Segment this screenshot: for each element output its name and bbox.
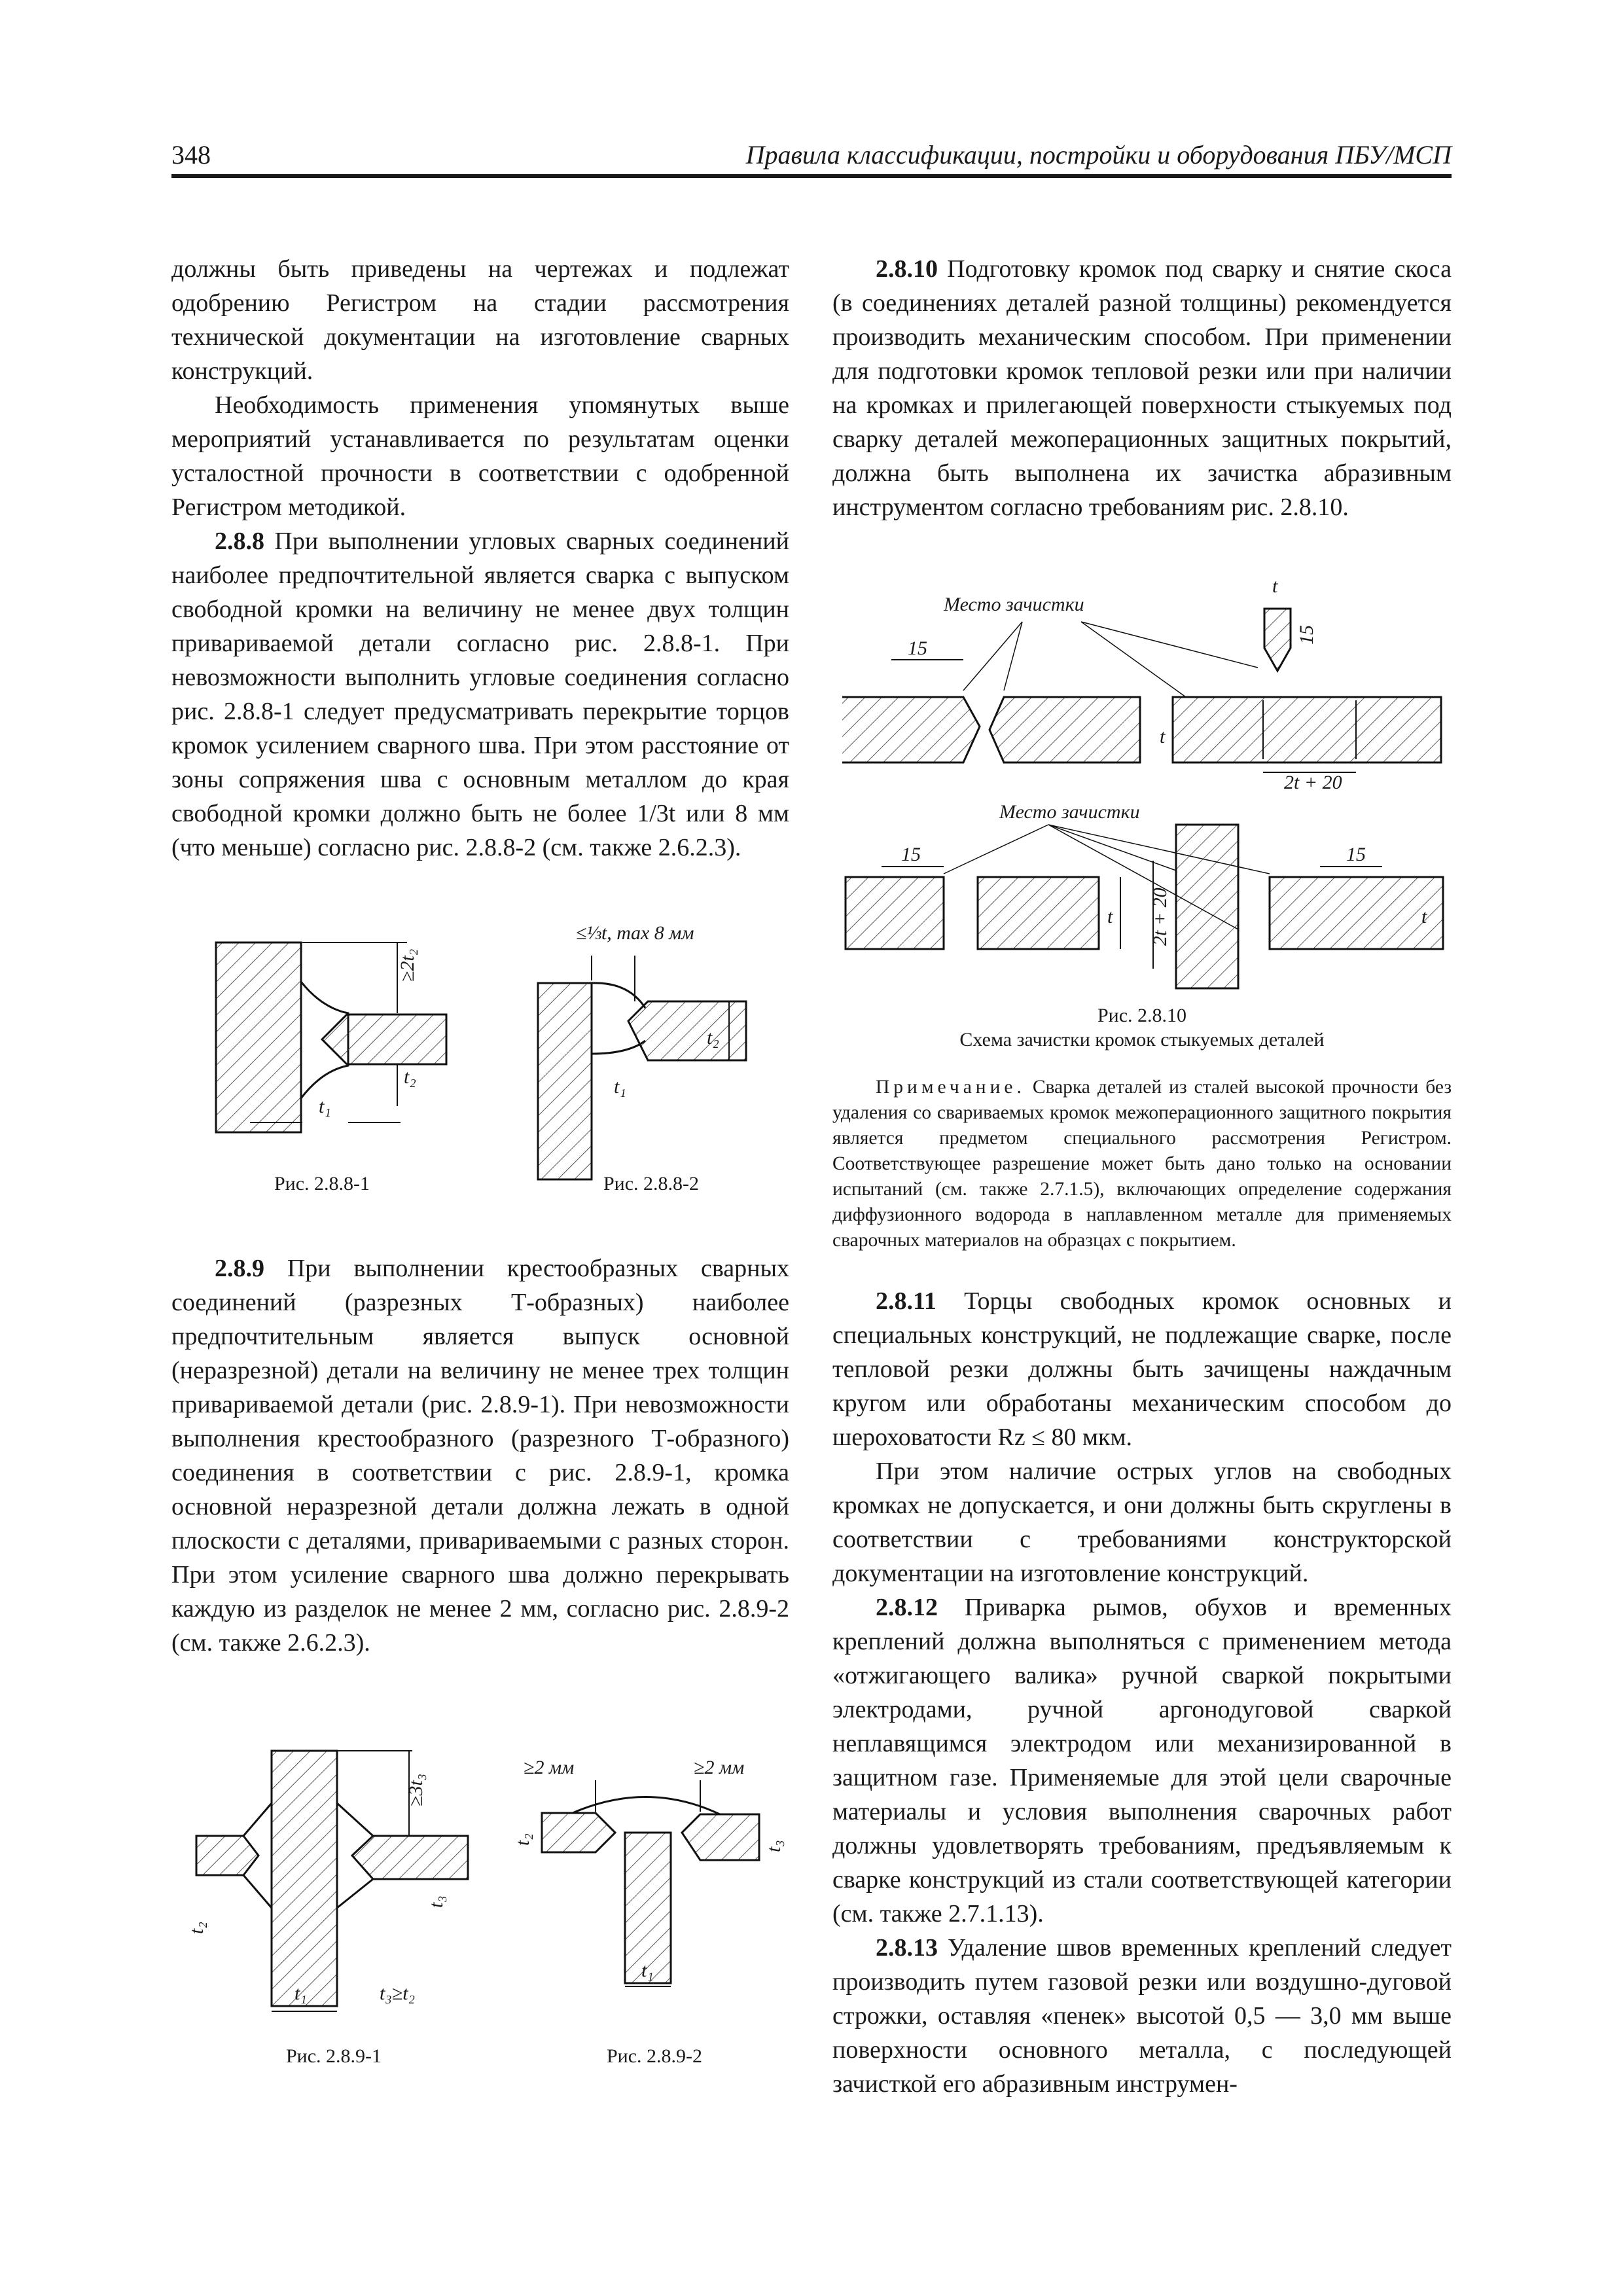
caption-fig-2-8-10: Рис. 2.8.10 <box>1097 1005 1187 1026</box>
label-2mm-left: ≥2 мм <box>524 1757 575 1778</box>
label-t2: t₂ <box>512 1833 533 1846</box>
note-text: Сварка деталей из сталей высокой прочности без удаления со свариваемых кромок межоперационного защитного покрытия является предметом специального рассмотрения Регистром. Соответствующее разрешение может быть дано только на основании испытаний (см. также 2.7.1.5), включающих определение содержания диффузионного водорода в наплавленном металле для применяемых сварочных материалов на образцах с покрытием. <box>832 1077 1452 1251</box>
section-2-8-10 <box>832 252 1452 524</box>
label-t1: t₁ <box>614 1076 626 1098</box>
right-column-bottom <box>832 1284 1452 2101</box>
section-2-8-12 <box>832 1590 1452 1931</box>
figure-2-8-9-2 <box>510 1754 798 2003</box>
running-title: Правила классификации, постройки и оборудования ПБУ/МСП <box>745 140 1452 170</box>
section-number: 2.8.11 <box>876 1287 936 1315</box>
label-t3-t2: t₃≥t₂ <box>380 1982 415 2004</box>
figure-2-8-8-2 <box>510 910 792 1185</box>
caption-fig-2-8-8-2: Рис. 2.8.8-2 <box>603 1173 700 1194</box>
left-column-bottom <box>171 1251 789 1660</box>
note-block <box>832 1075 1452 1253</box>
section-2-8-13 <box>832 1931 1452 2101</box>
label-15-b: 15 <box>1296 625 1317 645</box>
section-number: 2.8.9 <box>215 1255 264 1282</box>
section-2-8-9 <box>171 1251 789 1660</box>
section-text: Приварка рымов, обухов и временных креплений должна выполняться с применением метода «отжигающего валика» ручной сваркой покрытыми электродами, ручной аргонодуговой сваркой неплавящимся электродом или механизированной в защитном газе. Применяемые для этой цели сварочные материалы и условия выполнения сварочных работ должны удовлетворять требованиям, предъявляемым к сварке конструкций из стали соответствующей категории (см. также 2.7.1.13). <box>832 1594 1452 1928</box>
left-column-top <box>171 252 789 865</box>
label-t-b: t <box>1160 726 1166 747</box>
header-rule <box>171 174 1452 178</box>
caption-fig-2-8-9-1: Рис. 2.8.9-1 <box>285 2045 382 2067</box>
label-max-8mm: ≤⅓t, max 8 мм <box>576 922 694 944</box>
label-15-c: 15 <box>901 844 921 865</box>
label-place-bottom: Место зачистки <box>999 801 1140 823</box>
label-t-d: t <box>1421 906 1427 927</box>
page-number: 348 <box>171 140 211 170</box>
section-2-8-11 <box>832 1284 1452 1454</box>
label-2mm-right: ≥2 мм <box>694 1757 745 1778</box>
label-2t20-b: 2t + 20 <box>1149 888 1171 946</box>
label-t1: t₁ <box>641 1960 654 1981</box>
right-column-top <box>832 252 1452 524</box>
caption-fig-2-8-9-2: Рис. 2.8.9-2 <box>606 2045 703 2067</box>
label-3t3: ≥3t₃ <box>405 1773 427 1806</box>
label-t3: t₃ <box>763 1840 785 1852</box>
label-t3: t₃ <box>425 1895 447 1908</box>
section-number: 2.8.12 <box>876 1594 938 1621</box>
label-2t2: ≥2t₂ <box>397 948 418 982</box>
section-text: Удаление швов временных креплений следует производить путем газовой резки или воздушно-дуговой строжки, оставляя «пенек» высотой 0,5 — 3,0 мм выше поверхности основного металла, с последующей зачисткой его абразивным инструмен- <box>832 1934 1452 2098</box>
label-t1: t₁ <box>319 1096 331 1117</box>
section-number: 2.8.13 <box>876 1934 938 1962</box>
figure-2-8-9-1 <box>186 1738 478 2026</box>
label-t2: t₂ <box>707 1027 719 1049</box>
section-text: При выполнении крестообразных сварных соединений (разрезных Т-образных) наиболее предпочтительным является выпуск основной (неразрезной) детали на величину не менее трех толщин привариваемой детали (рис. 2.8.9-1). При невозможности выполнения крестообразного (разрезного Т-образного) соединения в соответствии с рис. 2.8.9-1, кромка основной неразрезной детали должна лежать в одной плоскости с деталями, привариваемыми с разных сторон. При этом усиление сварного шва должно перекрывать каждую из разделок не менее 2 мм, согласно рис. 2.8.9-2 (см. также 2.6.2.3). <box>171 1255 789 1657</box>
label-t2: t₂ <box>186 1922 207 1934</box>
figure-2-8-10 <box>832 563 1452 995</box>
section-text: Подготовку кромок под сварку и снятие скоса (в соединениях деталей разной толщины) рекомендуется производить механическим способом. При применении для подготовки кромок тепловой резки или при наличии на кромках и прилегающей поверхности стыкуемых под сварку деталей межоперационных защитных покрытий, должна быть выполнена их зачистка абразивным инструментом согласно требованиям рис. 2.8.10. <box>832 255 1452 521</box>
note-label: Примечание. <box>876 1077 1026 1098</box>
paragraph: Необходимость применения упомянутых выше мероприятий устанавливается по результатам оценки усталостной прочности в соответствии с одобренной Регистром методикой. <box>171 391 789 521</box>
section-text: Торцы свободных кромок основных и специальных конструкций, не подлежащие сварке, после тепловой резки должны быть зачищены наждачным кругом или обработаны механическим способом до шероховатости Rz ≤ 80 мкм. <box>832 1287 1452 1451</box>
label-t1: t₁ <box>294 1982 307 2004</box>
subcaption-fig-2-8-10: Схема зачистки кромок стыкуемых деталей <box>959 1029 1325 1050</box>
label-t-c: t <box>1107 906 1113 927</box>
label-t2: t₂ <box>404 1066 416 1088</box>
section-text: При выполнении угловых сварных соединений наиболее предпочтительной является сварка с выпуском свободной кромки на величину не менее двух толщин привариваемой детали согласно рис. 2.8.8-1. При невозможности выполнить угловые соединения согласно рис. 2.8.8-1 следует предусматривать перекрытие торцов кромок усилением сварного шва. При этом расстояние от зоны сопряжения шва с основным металлом до края свободной кромки должно быть не более 1/3t или 8 мм (что меньше) согласно рис. 2.8.8-2 (см. также 2.6.2.3). <box>171 528 789 861</box>
figure-2-8-8-1 <box>171 910 473 1152</box>
section-2-8-8 <box>171 524 789 865</box>
paragraph: При этом наличие острых углов на свободных кромках не допускается, и они должны быть скруглены в соответствии с требованиями конструкторской документации на изготовление конструкций. <box>832 1458 1452 1587</box>
label-t-a: t <box>1272 575 1278 597</box>
label-15-a: 15 <box>908 637 927 659</box>
section-number: 2.8.10 <box>876 255 938 283</box>
label-15-d: 15 <box>1346 844 1366 865</box>
caption-fig-2-8-8-1: Рис. 2.8.8-1 <box>274 1173 370 1194</box>
label-place-top: Место зачистки <box>944 594 1084 615</box>
label-2t20-a: 2t + 20 <box>1284 772 1342 793</box>
section-number: 2.8.8 <box>215 528 264 555</box>
paragraph: должны быть приведены на чертежах и подлежат одобрению Регистром на стадии рассмотрения технической документации на изготовление сварных конструкций. <box>171 255 789 385</box>
